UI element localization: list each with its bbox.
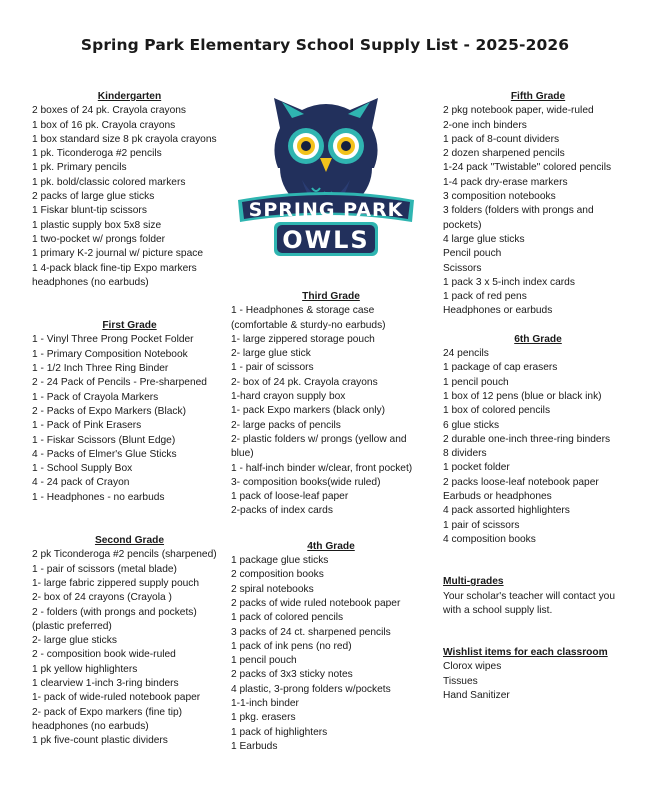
list-item: 2 boxes of 24 pk. Crayola crayons [32,105,187,117]
sixth-grade-heading: 6th Grade [514,333,562,345]
list-item: 1-hard crayon supply box [231,391,346,403]
column-left [32,90,227,748]
list-item: 1 clearview 1-inch 3-ring binders [32,677,179,689]
list-item: 2- box of 24 pk. Crayola crayons [231,376,378,388]
list-item: 4 large glue sticks [443,233,525,245]
list-item: 2 packs of large glue sticks [32,191,155,203]
list-item: 1 two-pocket w/ prongs folder [32,233,166,245]
list-item: 1 - Headphones & storage case (comfortable & sturdy-no earbuds) [231,305,386,331]
fourth-grade-heading: 4th Grade [307,540,355,552]
list-item: 3- composition books(wide ruled) [231,476,381,488]
list-item: headphones (no earbuds) [32,720,149,732]
list-item: 2 packs of wide ruled notebook paper [231,597,401,609]
list-item: 2 - composition book wide-ruled [32,649,176,661]
list-item: 1 box of colored pencils [443,405,551,417]
sixth-grade-section [443,333,633,547]
list-item: 1 pk. Primary pencils [32,162,127,174]
list-item: 2 - Packs of Expo Markers (Black) [32,405,186,417]
list-item: 1 pencil pouch [231,655,297,667]
fifth-grade-list [443,104,633,318]
second-grade-heading: Second Grade [94,535,165,547]
list-item: 1 box standard size 8 pk crayola crayons [32,133,217,145]
owls-logo [232,88,420,258]
list-item: 2-packs of index cards [231,505,333,517]
list-item: 1 - pair of scissors (metal blade) [32,563,177,575]
list-item: 2 - 24 Pack of Pencils - Pre-sharpened [32,377,207,389]
list-item: 6 glue sticks [443,419,500,431]
list-item: 1 - Vinyl Three Prong Pocket Folder [32,334,194,346]
list-item: 1 pk. bold/classic colored markers [32,176,186,188]
list-item: 1 package of cap erasers [443,362,558,374]
third-grade-heading: Third Grade [302,291,360,302]
list-item: 2 durable one-inch three-ring binders [443,433,611,445]
list-item: 1 pk. Ticonderoga #2 pencils [32,148,162,160]
list-item: 1 - half-inch binder w/clear, front pocket) [231,462,413,474]
list-item: 1 pack of highlighters [231,726,328,738]
third-grade-section [231,290,431,519]
list-item: Tissues [443,675,478,687]
list-item: 1 pocket folder [443,462,510,474]
list-item: Clorox wipes [443,661,502,673]
list-item: 1 pack of loose-leaf paper [231,491,349,503]
list-item: 1 pack of 8-count dividers [443,133,560,145]
list-item: 1 - Pack of Crayola Markers [32,391,159,403]
first-grade-heading: First Grade [102,320,157,332]
list-item: 1 - Pack of Pink Erasers [32,420,142,432]
multi-grades-heading: Multi-grades [443,576,504,588]
list-item: 1 box of 12 pens (blue or black ink) [443,390,602,402]
list-item: 2 pkg notebook paper, wide-ruled [443,105,594,117]
list-item: 1 pack of colored pencils [231,612,344,624]
owl-mascot-icon [232,88,420,258]
list-item: 8 dividers [443,448,487,460]
fourth-grade-list [231,554,431,754]
list-item: 2-one inch binders [443,119,527,131]
list-item: 2 spiral notebooks [231,583,314,595]
kindergarten-section [32,90,227,290]
list-item: 4 plastic, 3-prong folders w/pockets [231,683,391,695]
list-item: 1 primary K-2 journal w/ picture space [32,248,203,260]
list-item: 1 - pair of scissors [231,362,314,374]
list-item: 2- pack of Expo markers (fine tip) [32,706,183,718]
list-item: Hand Sanitizer [443,689,510,701]
multi-grades-section [443,575,633,618]
third-grade-list [231,304,431,518]
kindergarten-heading: Kindergarten [97,91,162,102]
list-item: 1 pack 3 x 5-inch index cards [443,276,575,288]
list-item: 1 pk yellow highlighters [32,663,138,675]
multi-grades-text: Your scholar's teacher will contact you with a school supply list. [443,590,616,616]
fifth-grade-section [443,90,633,319]
list-item: 1 pk five-count plastic dividers [32,735,168,747]
list-item: 1 - School Supply Box [32,463,133,475]
list-item: 1 pencil pouch [443,376,509,388]
list-item: 1 Fiskar blunt-tip scissors [32,205,147,217]
list-item: 2 composition books [231,569,324,581]
list-item: 3 packs of 24 ct. sharpened pencils [231,626,391,638]
kindergarten-list [32,104,227,290]
list-item: 1-4 pack dry-erase markers [443,176,568,188]
list-item: 1 pair of scissors [443,519,520,531]
list-item: Earbuds or headphones [443,491,552,503]
list-item: 2- large packs of pencils [231,419,341,431]
list-item: 1 box of 16 pk. Crayola crayons [32,119,176,131]
list-item: 1 pack of ink pens (no red) [231,640,352,652]
list-item: 24 pencils [443,348,489,360]
list-item: 4 pack assorted highlighters [443,505,570,517]
logo-line1: SPRING PARK [248,199,404,221]
sixth-grade-list [443,347,633,547]
list-item: 2- plastic folders w/ prongs (yellow and blue) [231,433,407,460]
list-item: 3 composition notebooks [443,191,556,203]
fifth-grade-heading: Fifth Grade [510,91,566,102]
list-item: 1 4-pack black fine-tip Expo markers [32,262,197,274]
list-item: 1- pack of wide-ruled notebook paper [32,692,201,704]
list-item: 3 folders (folders with prongs and pockets) [443,205,594,231]
list-item: 1- large fabric zippered supply pouch [32,577,200,589]
list-item: 1- large zippered storage pouch [231,333,375,345]
list-item: 1 pack of red pens [443,291,527,303]
list-item: Pencil pouch [443,248,502,260]
list-item: Headphones or earbuds [443,305,553,317]
page-title: Spring Park Elementary School Supply List - 2025-2026 [80,36,570,54]
list-item: 1 Earbuds [231,740,278,752]
list-item: 1- pack Expo markers (black only) [231,405,385,417]
list-item: 1 - Primary Composition Notebook [32,348,188,360]
first-grade-list [32,333,227,505]
column-middle [231,290,431,754]
list-item: headphones (no earbuds) [32,276,149,288]
list-item: 1 - 1/2 Inch Three Ring Binder [32,363,169,375]
list-item: 1 pkg. erasers [231,712,296,724]
list-item: 2 packs loose-leaf notebook paper [443,476,599,488]
list-item: 4 - 24 pack of Crayon [32,477,130,489]
list-item: 2- large glue stick [231,348,311,360]
list-item: 2- large glue sticks [32,635,117,647]
list-item: 4 composition books [443,533,536,545]
logo-line2: OWLS [282,226,370,254]
list-item: 1 package glue sticks [231,555,329,567]
fourth-grade-section [231,540,431,754]
list-item: 2 packs of 3x3 sticky notes [231,669,353,681]
list-item: 1 plastic supply box 5x8 size [32,219,162,231]
list-item: Scissors [443,262,482,274]
second-grade-section [32,534,227,748]
wishlist-heading: Wishlist items for each classroom [443,647,608,659]
list-item: 1 - Headphones - no earbuds [32,491,165,503]
list-item: 1-1-inch binder [231,698,299,710]
list-item: 1 - Fiskar Scissors (Blunt Edge) [32,434,176,446]
list-item: 2 - folders (with prongs and pockets) (plastic preferred) [32,606,197,632]
wishlist-list [443,660,633,703]
list-item: 1-24 pack "Twistable" colored pencils [443,162,612,174]
list-item: 2 dozen sharpened pencils [443,148,565,160]
wishlist-section [443,646,633,703]
list-item: 4 - Packs of Elmer's Glue Sticks [32,448,177,460]
first-grade-section [32,319,227,505]
list-item: 2 pk Ticonderoga #2 pencils (sharpened) [32,549,217,561]
second-grade-list [32,548,227,748]
list-item: 2- box of 24 crayons (Crayola ) [32,592,172,604]
column-right [443,90,633,703]
